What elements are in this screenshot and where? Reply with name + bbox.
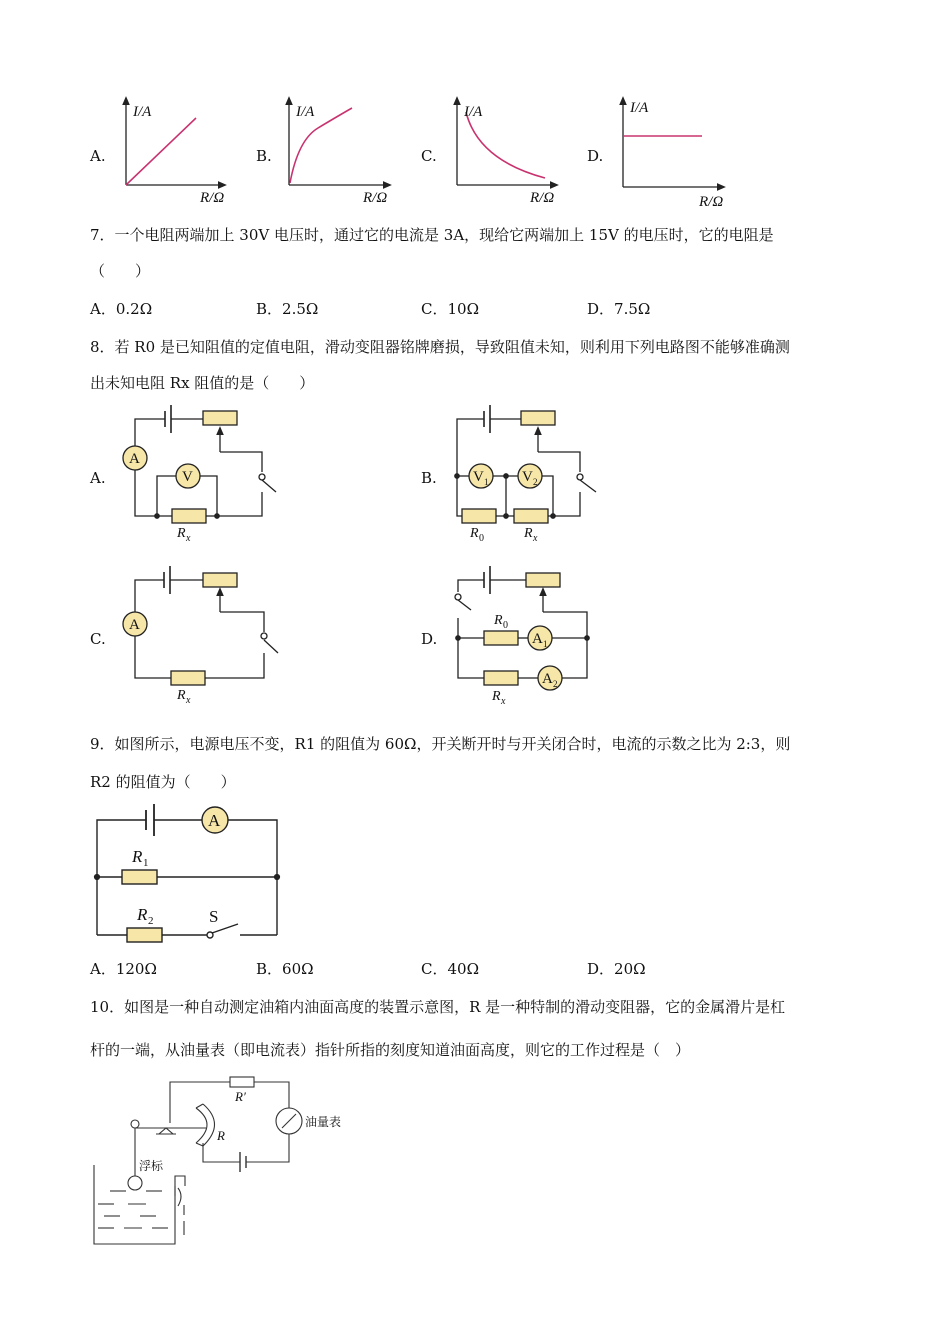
q7-option-b: B．2.5Ω: [256, 300, 319, 318]
q6-a-ylabel: I/A: [133, 104, 152, 120]
q6-option-a-label: A.: [90, 147, 106, 165]
q6-option-b-label: B.: [256, 147, 272, 165]
q6-c-ylabel: I/A: [464, 104, 483, 120]
q9-ammeter-symbol: A: [208, 811, 221, 830]
q8c-rx-label: R: [177, 688, 186, 703]
q6-b-xlabel: R/Ω: [363, 190, 388, 206]
q9-stem-line2: R2 的阻值为（ ）: [90, 773, 236, 791]
q8-option-c-label: C.: [90, 630, 106, 648]
q8-option-a-label: A.: [90, 469, 106, 487]
q8d-r0-label: R: [494, 613, 503, 628]
q9-option-d: D．20Ω: [587, 960, 646, 978]
q10-stem-line2: 杆的一端，从油量表（即电流表）指针所指的刻度知道油面高度，则它的工作过程是（ ）: [90, 1041, 691, 1059]
q9-r1-sub: 1: [143, 857, 149, 869]
q7-stem: 7．一个电阻两端加上 30V 电压时，通过它的电流是 3A，现给它两端加上 15V 的电压时，它的电阻是: [90, 226, 774, 244]
q6-c-xlabel: R/Ω: [530, 190, 555, 206]
q10-meter-label: 油量表: [305, 1115, 342, 1129]
q8c-ammeter-symbol: A: [129, 617, 140, 633]
q8b-v2-sub: 2: [533, 477, 538, 487]
q8-option-d-label: D.: [421, 630, 438, 648]
q7-option-a: A．0.2Ω: [90, 300, 153, 318]
q10-stem-line1: 10．如图是一种自动测定油箱内油面高度的装置示意图，R 是一种特制的滑动变阻器，它的金属滑片是杠: [90, 998, 786, 1016]
q8a-rx-label: R: [177, 526, 186, 541]
q8d-a2-sub: 2: [553, 679, 558, 689]
q10-r-prime: [230, 1077, 254, 1087]
q8a-voltmeter-symbol: V: [182, 469, 193, 485]
q8-stem-line2: 出未知电阻 Rx 阻值的是（ ）: [90, 374, 315, 392]
q7-option-c: C．10Ω: [421, 300, 480, 318]
q8b-v1-sub: 1: [484, 477, 489, 487]
q6-b-ylabel: I/A: [296, 104, 315, 120]
q8b-v1-symbol: V: [473, 469, 484, 485]
q9-option-b: B．60Ω: [256, 960, 314, 978]
q7-option-d: D．7.5Ω: [587, 300, 651, 318]
q9-option-c: C．40Ω: [421, 960, 480, 978]
q8b-r0-sub: 0: [479, 533, 484, 544]
q8d-a1-symbol: A: [532, 631, 543, 647]
q10-r-prime-label: R′: [235, 1089, 246, 1104]
q8b-r0-label: R: [470, 526, 479, 541]
q8d-r0-sub: 0: [503, 620, 508, 631]
q9-r1-label: R: [132, 847, 143, 866]
q7-paren: （ ）: [90, 262, 151, 280]
q8d-rx-sub: x: [501, 696, 506, 707]
q8d-rx-label: R: [492, 689, 501, 704]
q10-float: [128, 1176, 142, 1190]
q9-option-a: A．120Ω: [90, 960, 157, 978]
q6-d-xlabel: R/Ω: [699, 194, 724, 210]
q9-stem-line1: 9．如图所示，电源电压不变，R1 的阻值为 60Ω，开关断开时与开关闭合时，电流的示数之比为 2:3，则: [90, 735, 791, 753]
q6-option-c-label: C.: [421, 147, 437, 165]
q9-switch-label: S: [209, 907, 219, 926]
q8-stem-line1: 8．若 R0 是已知阻值的定值电阻，滑动变阻器铭牌磨损，导致阻值未知，则利用下列电路图不能够准确测: [90, 338, 790, 356]
q8b-rx-label: R: [524, 526, 533, 541]
q8-option-b-label: B.: [421, 469, 437, 487]
q10-r-label: R: [217, 1128, 225, 1143]
q6-option-d-label: D.: [587, 147, 604, 165]
q9-r2-sub: 2: [148, 915, 154, 927]
q6-a-xlabel: R/Ω: [200, 190, 225, 206]
q6-d-ylabel: I/A: [630, 100, 649, 116]
q8b-rx-sub: x: [533, 533, 538, 544]
q8c-rx-sub: x: [186, 695, 191, 706]
q8a-ammeter-symbol: A: [129, 451, 140, 467]
q8a-rx-sub: x: [186, 533, 191, 544]
q10-rheostat-r: [196, 1108, 207, 1143]
q9-r2-label: R: [137, 905, 148, 924]
q8d-a1-sub: 1: [543, 639, 548, 649]
q10-float-label: 浮标: [139, 1159, 164, 1173]
q8d-a2-symbol: A: [542, 671, 553, 687]
q8b-v2-symbol: V: [522, 469, 533, 485]
